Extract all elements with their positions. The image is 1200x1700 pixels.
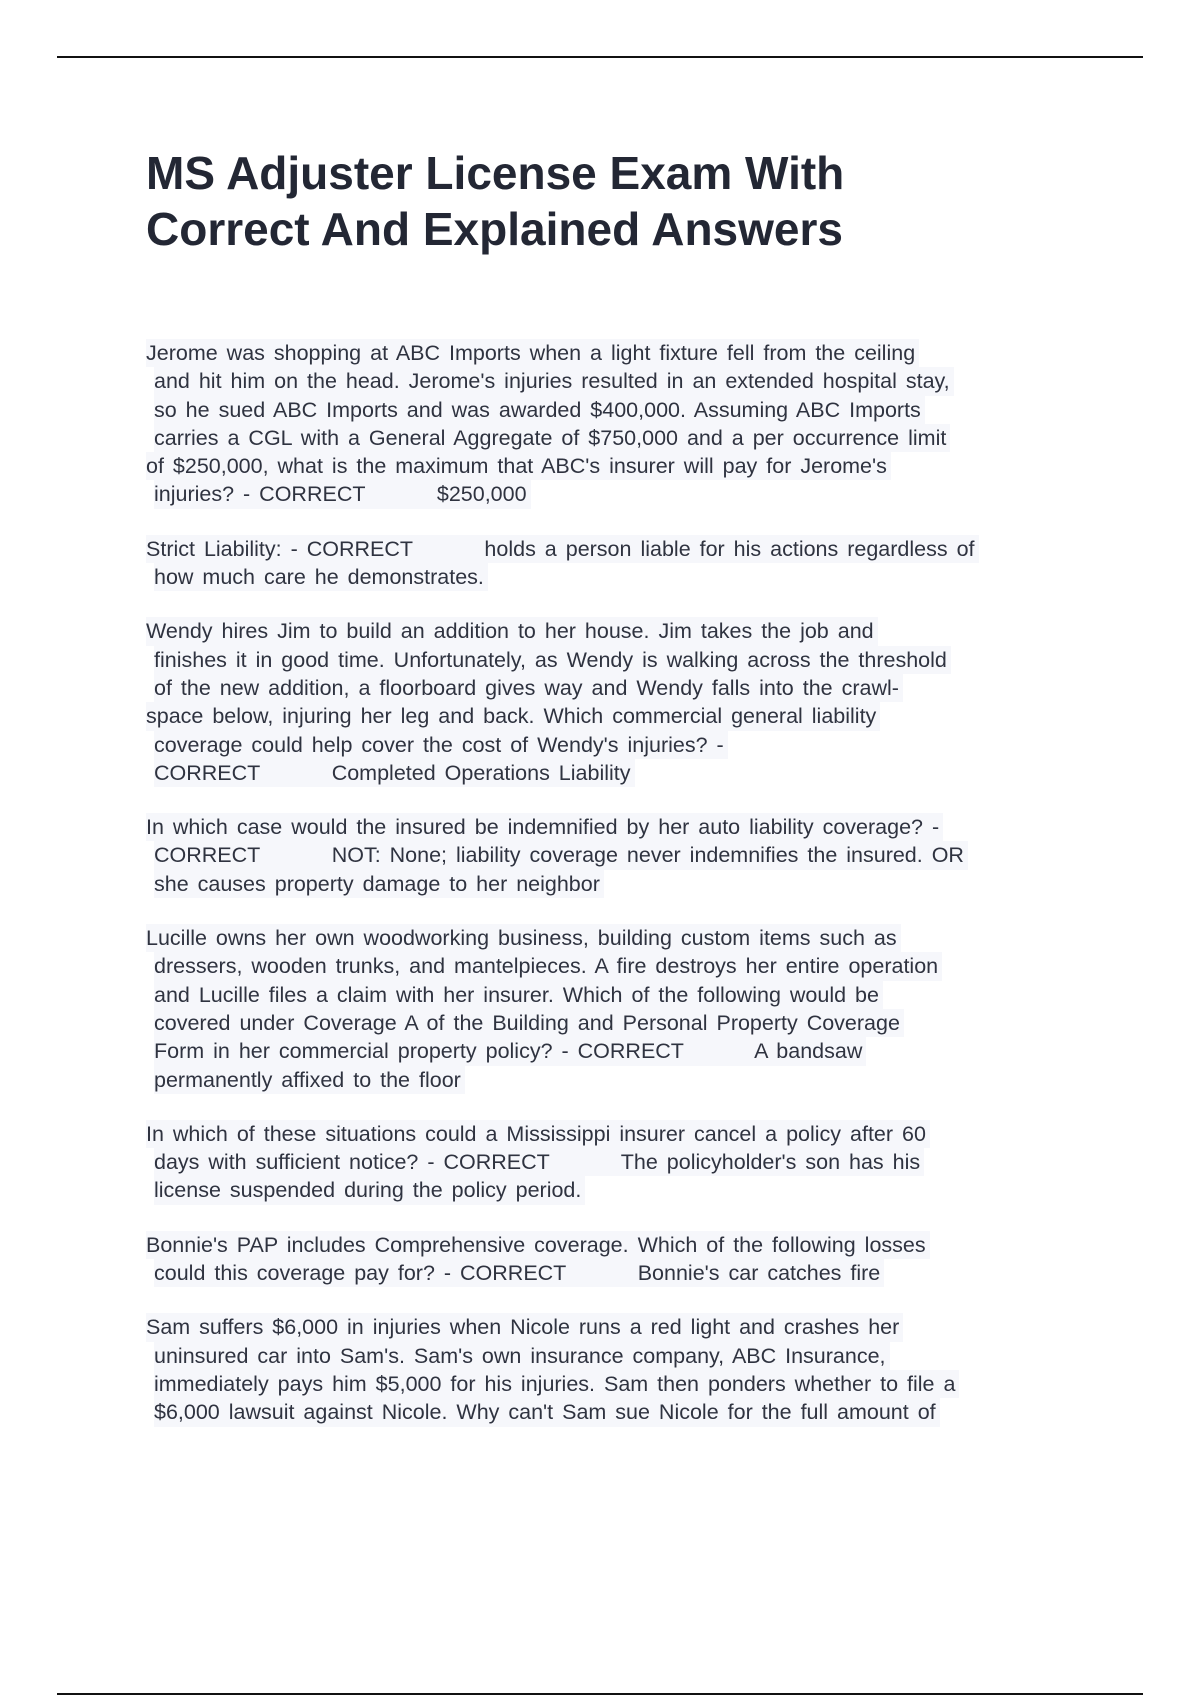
qa-line: CORRECT Completed Operations Liability <box>154 759 635 787</box>
qa-line: and Lucille files a claim with her insurer. Which of the following would be <box>154 981 883 1009</box>
qa-line: Wendy hires Jim to build an addition to her house. Jim takes the job and <box>146 617 878 645</box>
qa-list <box>146 339 1086 1453</box>
top-rule <box>57 56 1143 58</box>
qa-item <box>146 1231 1086 1288</box>
qa-line: license suspended during the policy period. <box>154 1176 585 1204</box>
qa-line: In which of these situations could a Mississippi insurer cancel a policy after 60 <box>146 1120 930 1148</box>
qa-line: could this coverage pay for? - CORRECT Bonnie's car catches fire <box>154 1259 884 1287</box>
qa-line: days with sufficient notice? - CORRECT The policyholder's son has his <box>154 1148 924 1176</box>
qa-line: and hit him on the head. Jerome's injuries resulted in an extended hospital stay, <box>154 367 954 395</box>
qa-line: covered under Coverage A of the Building and Personal Property Coverage <box>154 1009 904 1037</box>
qa-item <box>146 924 1086 1094</box>
qa-line: CORRECT NOT: None; liability coverage never indemnifies the insured. OR <box>154 841 968 869</box>
qa-line: of $250,000, what is the maximum that ABC's insurer will pay for Jerome's <box>146 452 891 480</box>
qa-line: Strict Liability: - CORRECT holds a person liable for his actions regardless of <box>146 535 979 563</box>
qa-line: dressers, wooden trunks, and mantelpieces. A fire destroys her entire operation <box>154 952 942 980</box>
qa-item <box>146 1313 1086 1426</box>
qa-item <box>146 1120 1086 1205</box>
document-title <box>146 145 1046 257</box>
qa-line: Bonnie's PAP includes Comprehensive coverage. Which of the following losses <box>146 1231 930 1259</box>
qa-line: permanently affixed to the floor <box>154 1066 465 1094</box>
qa-line: $6,000 lawsuit against Nicole. Why can't Sam sue Nicole for the full amount of <box>154 1398 940 1426</box>
qa-line: immediately pays him $5,000 for his injuries. Sam then ponders whether to file a <box>154 1370 959 1398</box>
qa-item <box>146 813 1086 898</box>
qa-item <box>146 339 1086 509</box>
bottom-rule <box>57 1693 1143 1695</box>
qa-line: uninsured car into Sam's. Sam's own insurance company, ABC Insurance, <box>154 1342 890 1370</box>
title-line-2: Correct And Explained Answers <box>146 203 843 255</box>
qa-line: Form in her commercial property policy? - CORRECT A bandsaw <box>154 1037 866 1065</box>
qa-line: Sam suffers $6,000 in injuries when Nicole runs a red light and crashes her <box>146 1313 903 1341</box>
qa-line: coverage could help cover the cost of Wendy's injuries? - <box>154 731 728 759</box>
qa-line: Jerome was shopping at ABC Imports when a light fixture fell from the ceiling <box>146 339 919 367</box>
qa-line: of the new addition, a floorboard gives way and Wendy falls into the crawl- <box>154 674 903 702</box>
qa-line: Lucille owns her own woodworking business, building custom items such as <box>146 924 901 952</box>
title-line-1: MS Adjuster License Exam With <box>146 147 845 199</box>
qa-line: she causes property damage to her neighbor <box>154 870 604 898</box>
qa-line: finishes it in good time. Unfortunately, as Wendy is walking across the threshold <box>154 646 951 674</box>
qa-item <box>146 535 1086 592</box>
qa-line: space below, injuring her leg and back. Which commercial general liability <box>146 702 880 730</box>
qa-item <box>146 617 1086 787</box>
qa-line: In which case would the insured be indemnified by her auto liability coverage? - <box>146 813 943 841</box>
qa-line: carries a CGL with a General Aggregate of $750,000 and a per occurrence limit <box>154 424 950 452</box>
qa-line: injuries? - CORRECT $250,000 <box>154 480 531 508</box>
qa-line: so he sued ABC Imports and was awarded $400,000. Assuming ABC Imports <box>154 396 925 424</box>
qa-line: how much care he demonstrates. <box>154 563 488 591</box>
